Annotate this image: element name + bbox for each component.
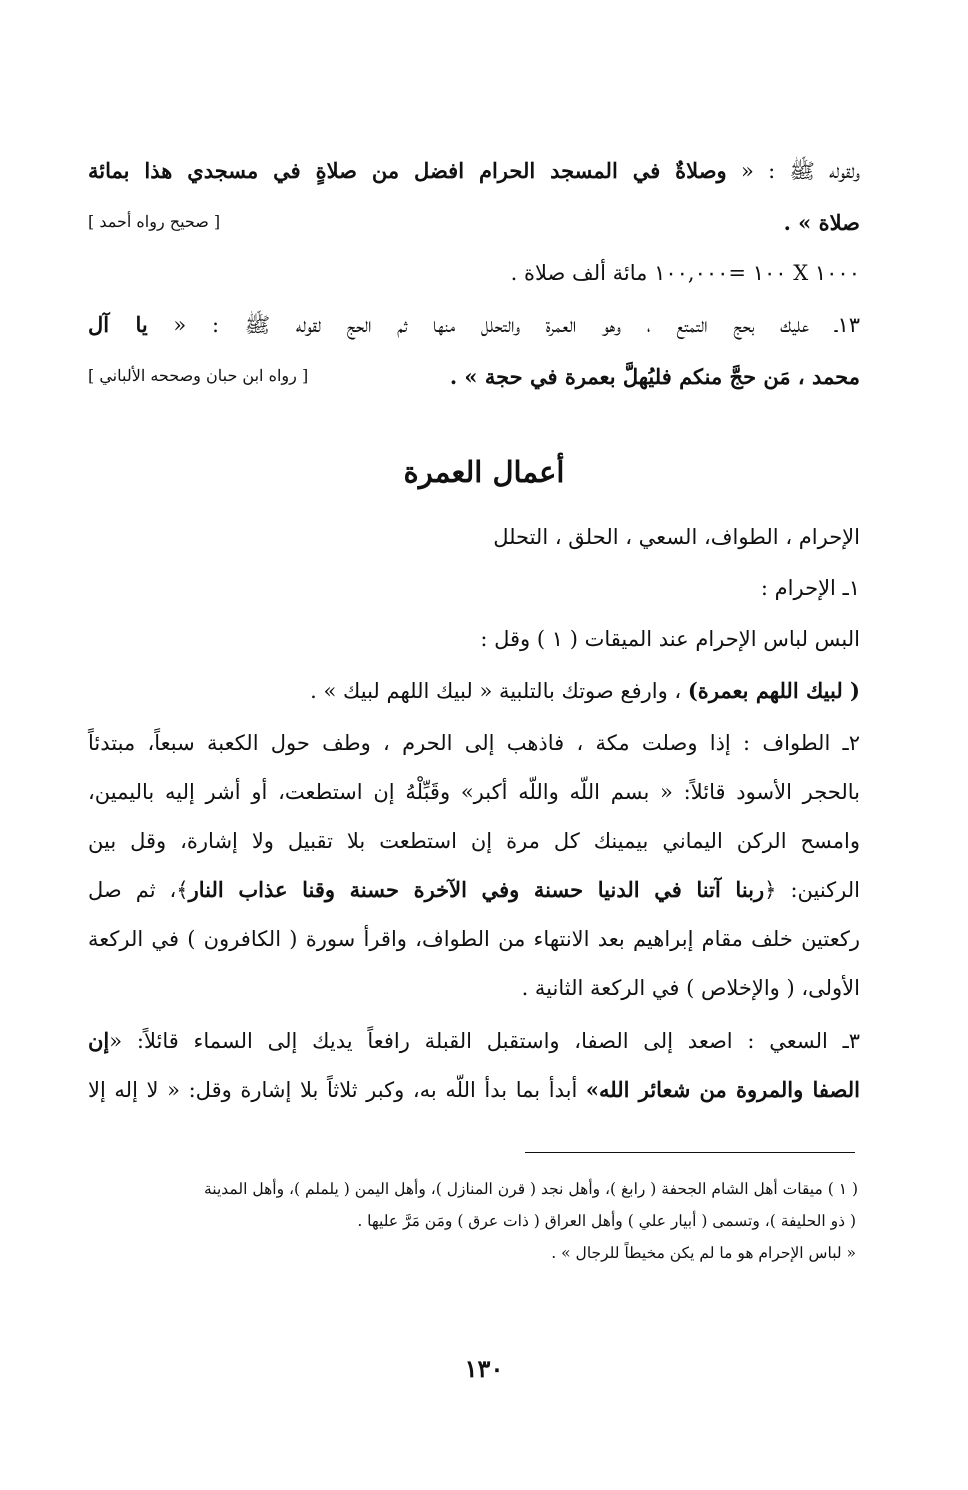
hadith-source: [ صحيح رواه أحمد ] — [88, 212, 221, 231]
talbiya-line — [310, 676, 860, 706]
item-13-source: [ رواه ابن حبان وصححه الألباني ] — [88, 366, 309, 385]
tawaf-line-6: الأولى، ( والإخلاص ) في الركعة الثانية . — [521, 976, 860, 1000]
footnote-1-line-2: ( ذو الحليفة )، وتسمى ( أبيار علي ) وأهل العراق ( ذات عرق ) ومَن مَرَّ عليها . — [357, 1212, 856, 1230]
tawaf-line-3: وامسح الركن اليماني بيمينك كل مرة إن استطعت بلا تقبيل ولا إشارة، وقل بين — [88, 829, 860, 853]
footnote-1-line-1: ( ١ ) ميقات أهل الشام الجحفة ( رابغ )، وأهل نجد ( قرن المنازل )، وأهل اليمن ( يلملم )، وأهل المدينة — [204, 1180, 858, 1198]
ihram-heading: ١ـ الإحرام : — [760, 576, 860, 600]
section-title: أعمال العمرة — [403, 455, 565, 489]
tawaf-dua-tail: ﴾، ثم صل — [88, 878, 189, 902]
intro-line-1 — [88, 156, 860, 186]
intro-line-2 — [784, 208, 860, 238]
tawaf-line-2: بالحجر الأسود قائلاً: « بسم اللّه واللّه أكبر» وقَبِّلْهُ إن استطعت، أو أشر إليه باليمين، — [88, 780, 860, 804]
ihram-instruction: البس لباس الإحرام عند الميقات ( ١ ) وقل : — [480, 627, 860, 651]
tawaf-dua: ربنا آتنا في الدنيا حسنة وفي الآخرة حسنة وقنا عذاب النار — [188, 877, 765, 902]
page-number: ١٣٠ — [464, 1354, 504, 1383]
tawaf-line-5: ركعتين خلف مقام إبراهيم بعد الانتهاء من الطواف، واقرأ سورة ( الكافرون ) في الركعة — [88, 927, 860, 951]
tawaf-dua-lead: الركنين: ﴿ — [764, 878, 860, 902]
item-13-line-1 — [88, 310, 860, 340]
item-13-hadith-start: يا آل — [88, 312, 148, 337]
item-13-text: ١٣ـ عليك بحج التمتع ، وهو العمرة والتحلل منها ثم الحج لقوله ﷺ : « — [173, 313, 860, 337]
intro-lead: ولقوله ﷺ : « — [740, 159, 860, 183]
item-13-line-2 — [450, 362, 860, 392]
hadith-end: صلاة » . — [783, 210, 860, 235]
item-13-hadith: محمد ، مَن حجَّ منكم فليُهلَّ بعمرة في حجة » . — [449, 364, 860, 389]
sai-verse-start: إن — [88, 1028, 110, 1053]
tawaf-line-1: ٢ـ الطواف : إذا وصلت مكة ، فاذهب إلى الحرم ، وطف حول الكعبة سبعاً، مبتدئاً — [88, 731, 860, 755]
calculation-line: ١٠٠٠ X ١٠٠ =١٠٠,٠٠٠ مائة ألف صلاة . — [510, 261, 860, 285]
talbiya-umrah: ( لبيك اللهم بعمرة) — [687, 678, 860, 703]
umrah-overview: الإحرام ، الطواف، السعي ، الحلق ، التحلل — [493, 525, 860, 549]
hadith-text: وصلاةٌ في المسجد الحرام افضل من صلاةٍ في مسجدي هذا بمائة — [88, 158, 727, 183]
sai-line-2 — [88, 1075, 860, 1105]
footnote-2: « لباس الإحرام هو ما لم يكن مخيطاً للرجال » . — [551, 1244, 856, 1262]
footnote-divider — [525, 1152, 855, 1153]
talbiya-rest: ، وارفع صوتك بالتلبية « لبيك اللهم لبيك » . — [310, 679, 682, 703]
sai-text: ٣ـ السعي : اصعد إلى الصفا، واستقبل القبلة رافعاً يديك إلى السماء قائلاً: « — [109, 1029, 860, 1053]
sai-verse: الصفا والمروة من شعائر الله» — [585, 1077, 860, 1102]
sai-line-1 — [88, 1026, 860, 1056]
sai-rest: أبدأ بما بدأ اللّه به، وكبر ثلاثاً بلا إشارة وقل: « لا إله إلا — [88, 1078, 578, 1102]
tawaf-line-4 — [88, 875, 860, 905]
